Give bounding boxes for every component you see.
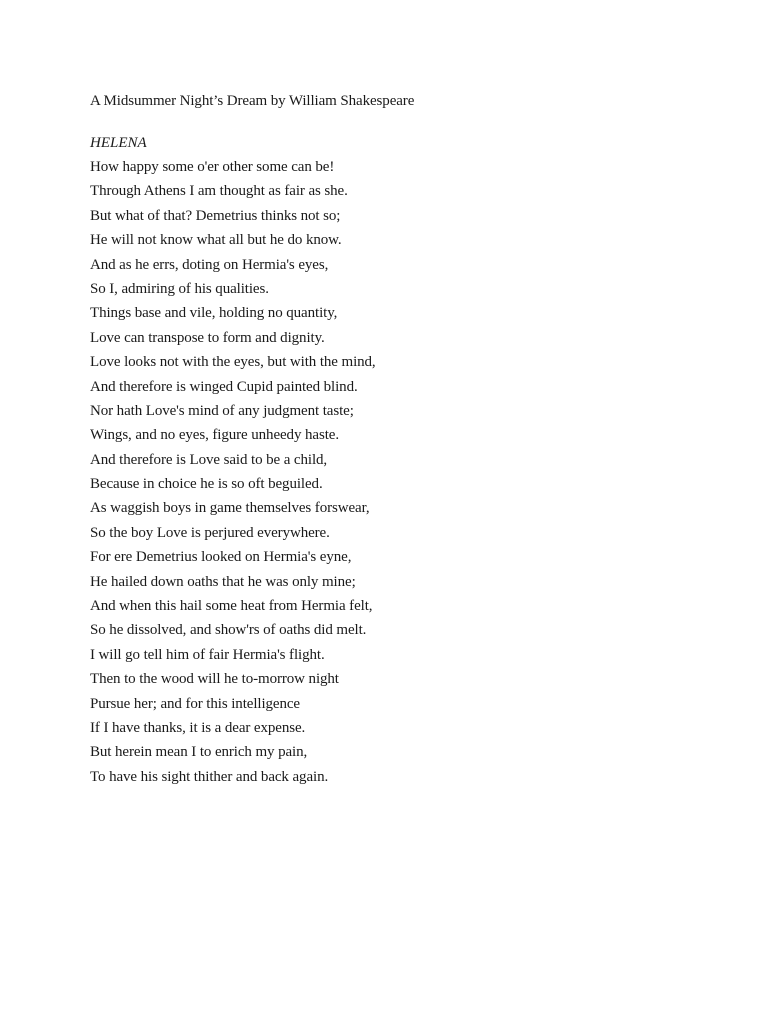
- verse-line: And when this hail some heat from Hermia felt,: [90, 598, 373, 615]
- verse-line: I will go tell him of fair Hermia's flight.: [90, 646, 325, 663]
- verse-line: Pursue her; and for this intelligence: [90, 695, 300, 712]
- verse-line: Things base and vile, holding no quantity,: [90, 305, 338, 322]
- verse-block: [90, 157, 376, 791]
- verse-line: Wings, and no eyes, figure unheedy haste.: [90, 427, 339, 444]
- verse-line: Because in choice he is so oft beguiled.: [90, 476, 323, 493]
- verse-line: To have his sight thither and back again.: [90, 768, 329, 785]
- verse-line: And therefore is Love said to be a child,: [90, 451, 328, 468]
- verse-line: And therefore is winged Cupid painted blind.: [90, 378, 358, 395]
- verse-line: Love looks not with the eyes, but with the mind,: [90, 354, 376, 371]
- verse-line: So I, admiring of his qualities.: [90, 280, 269, 297]
- verse-line: For ere Demetrius looked on Hermia's eyne,: [90, 549, 352, 566]
- verse-line: But herein mean I to enrich my pain,: [90, 744, 308, 761]
- verse-line: As waggish boys in game themselves forswear,: [90, 500, 370, 517]
- verse-line: How happy some o'er other some can be!: [90, 159, 335, 175]
- verse-line: Nor hath Love's mind of any judgment taste;: [90, 402, 354, 419]
- verse-line: Then to the wood will he to-morrow night: [90, 671, 339, 688]
- verse-line: Love can transpose to form and dignity.: [90, 329, 325, 346]
- verse-line: If I have thanks, it is a dear expense.: [90, 719, 306, 736]
- verse-line: He will not know what all but he do know.: [90, 232, 342, 249]
- verse-line: So he dissolved, and show'rs of oaths did melt.: [90, 622, 367, 639]
- verse-line: Through Athens I am thought as fair as she.: [90, 183, 348, 200]
- speaker-name: HELENA: [90, 135, 147, 151]
- verse-line: So the boy Love is perjured everywhere.: [90, 524, 330, 541]
- verse-line: And as he errs, doting on Hermia's eyes,: [90, 256, 329, 273]
- verse-line: He hailed down oaths that he was only mine;: [90, 573, 356, 590]
- document-title: A Midsummer Night’s Dream by William Shakespeare: [90, 93, 415, 109]
- verse-line: But what of that? Demetrius thinks not so;: [90, 207, 341, 224]
